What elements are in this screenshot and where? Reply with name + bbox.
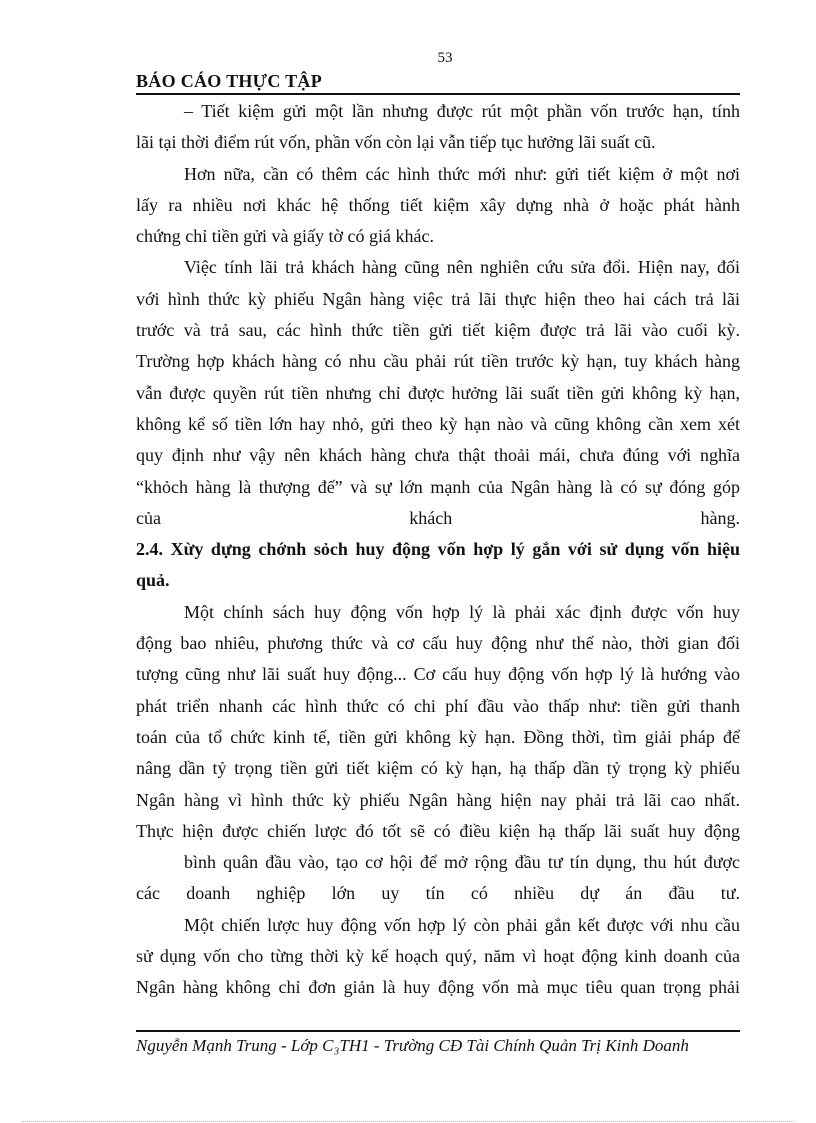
text-line: quy định như vậy nên khách hàng chưa thật thoải mái, chưa đúng với nghĩa <box>136 445 740 466</box>
text-line: vẫn được quyền rút tiền nhưng chỉ được hưởng lãi suất tiền gửi không kỳ hạn, <box>136 382 740 403</box>
text-line: phát triển nhanh các hình thức có chi phí đầu vào thấp như: tiền gửi thanh <box>136 695 740 716</box>
footer-text: Nguyễn Mạnh Trung - Lớp C₃TH1 - Trường CĐ Tài Chính Quản Trị Kinh Doanh <box>136 1036 689 1055</box>
text-line: sử dụng vốn cho từng thời kỳ kế hoạch quý, năm vì hoạt động kinh doanh của <box>136 946 740 967</box>
text-line: Hơn nữa, cần có thêm các hình thức mới như: gửi tiết kiệm ở một nơi <box>184 163 740 184</box>
text-line: Một chính sách huy động vốn hợp lý là phải xác định được vốn huy <box>184 601 740 622</box>
header-title: BÁO CÁO THỰC TẬP <box>136 71 322 91</box>
page-header <box>136 70 740 95</box>
text-line: lãi tại thời điểm rút vốn, phần vốn còn lại vẫn tiếp tục hưởng lãi suất cũ. <box>136 132 656 153</box>
text-line: tượng cũng như lãi suất huy động... Cơ cấu huy động vốn hợp lý là hướng vào <box>136 664 740 685</box>
text-line: chứng chỉ tiền gửi và giấy tờ có giá khác. <box>136 226 434 247</box>
text-line: Việc tính lãi trả khách hàng cũng nên nghiên cứu sửa đổi. Hiện nay, đối <box>184 257 740 278</box>
text-line: “khỏch hàng là thượng đế” và sự lớn mạnh của Ngân hàng là có sự đóng góp <box>136 476 740 497</box>
text-line: toán của tổ chức kinh tế, tiền gửi không kỳ hạn. Đồng thời, tìm giải pháp để <box>136 726 740 747</box>
page-bottom-edge <box>22 1121 794 1122</box>
text-line: động bao nhiêu, phương thức và cơ cấu huy động như thế nào, thời gian đối <box>136 633 740 654</box>
page-footer <box>136 1030 740 1056</box>
text-line: bình quân đầu vào, tạo cơ hội để mở rộng đầu tư tín dụng, thu hút được <box>184 852 740 873</box>
document-body <box>136 96 740 1004</box>
section-heading-line: 2.4. Xừy dựng chớnh sỏch huy động vốn hợp lý gắn với sử dụng vốn hiệu <box>136 539 740 560</box>
text-line: Một chiến lược huy động vốn hợp lý còn phải gắn kết được với nhu cầu <box>184 914 740 935</box>
section-heading-line: quả. <box>136 570 170 591</box>
text-line: – Tiết kiệm gửi một lần nhưng được rút một phần vốn trước hạn, tính <box>184 101 740 121</box>
text-line: Thực hiện được chiến lược đó tốt sẽ có điều kiện hạ thấp lãi suất huy động <box>136 820 740 841</box>
page-number: 53 <box>437 50 453 66</box>
text-line: Ngân hàng vì hình thức kỳ phiếu Ngân hàng hiện nay phải trả lãi cao nhất. <box>136 789 740 810</box>
text-line: trước và trả sau, các hình thức tiền gửi tiết kiệm được trả lãi vào cuối kỳ. <box>136 320 740 341</box>
text-line: lấy ra nhiều nơi khác hệ thống tiết kiệm xây dựng nhà ở hoặc phát hành <box>136 194 740 215</box>
text-line: các doanh nghiệp lớn uy tín có nhiều dự án đầu tư. <box>136 883 740 904</box>
text-line: với hình thức kỳ phiếu Ngân hàng việc trả lãi thực hiện theo hai cách trả lãi <box>136 288 740 309</box>
text-line: Trường hợp khách hàng có nhu cầu phải rút tiền trước kỳ hạn, tuy khách hàng <box>136 351 740 372</box>
text-line: Ngân hàng không chỉ đơn giản là huy động vốn mà mục tiêu quan trọng phải <box>136 977 740 998</box>
text-line: của khách hàng. <box>136 507 740 528</box>
text-line: nâng dần tỷ trọng tiền gửi tiết kiệm có kỳ hạn, hạ thấp dần tỷ trọng kỳ phiếu <box>136 758 740 779</box>
text-line: không kể số tiền lớn hay nhỏ, gửi theo kỳ hạn nào và cũng không cần xem xét <box>136 413 740 434</box>
